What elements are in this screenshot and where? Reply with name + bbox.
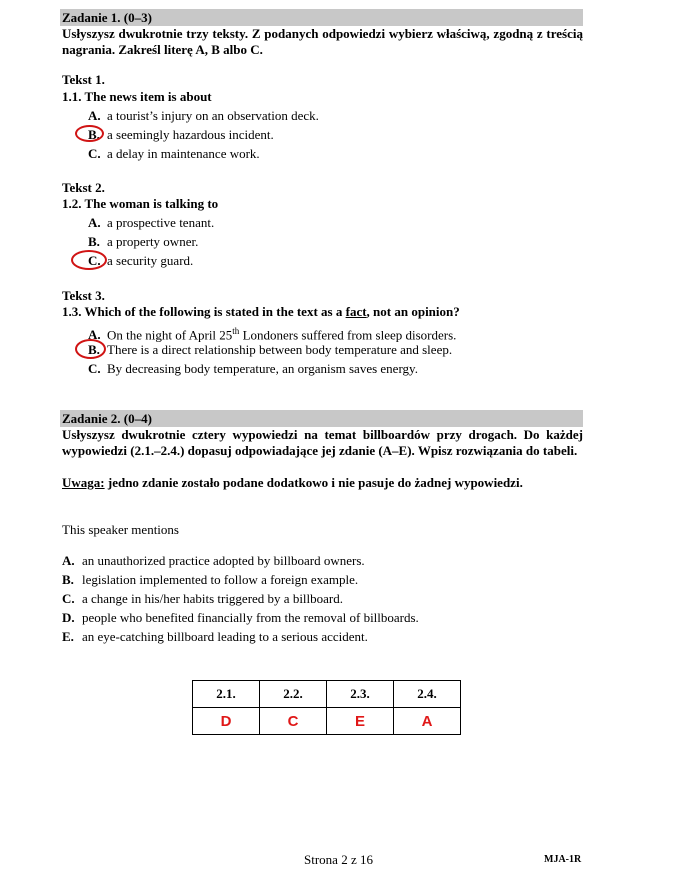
exam-code: MJA-1R	[544, 854, 582, 865]
option-letter: C.	[88, 146, 101, 161]
statement-text: an unauthorized practice adopted by billboard owners.	[82, 553, 365, 568]
answer-table	[192, 680, 461, 735]
statement-text: a change in his/her habits triggered by a billboard.	[82, 591, 344, 606]
note-label: Uwaga:	[62, 475, 105, 490]
statement-text: legislation implemented to follow a foreign example.	[82, 572, 359, 587]
option-text: a property owner.	[107, 234, 199, 249]
option-letter: A.	[88, 108, 101, 123]
statement-c	[62, 590, 343, 608]
answer-table-answer-row	[193, 708, 461, 735]
option-1-1-b[interactable]	[88, 126, 274, 144]
note-text: jedno zdanie zostało podane dodatkowo i nie pasuje do żadnej wypowiedzi.	[104, 475, 523, 490]
option-letter: A.	[88, 215, 101, 230]
option-text: a security guard.	[107, 253, 194, 268]
task1-title: Zadanie 1. (0–3)	[60, 9, 583, 26]
option-letter: A.	[88, 327, 101, 343]
option-text: a prospective tenant.	[107, 215, 215, 230]
statement-letter: A.	[62, 553, 75, 568]
task1-instruction: Usłyszysz dwukrotnie trzy teksty. Z podanych odpowiedzi wybierz właściwą, zgodną z treścią nagrania. Zakreśl literę A, B albo C.	[62, 26, 583, 57]
task2-note	[62, 475, 583, 491]
statement-letter: D.	[62, 610, 75, 625]
answer-circle-1-2	[71, 250, 107, 270]
option-1-2-b[interactable]	[88, 233, 198, 251]
answer-circle-1-3	[75, 339, 106, 359]
option-text: On the night of April 25	[107, 327, 233, 343]
statement-d	[62, 609, 419, 627]
statement-b	[62, 571, 358, 589]
option-1-1-a[interactable]	[88, 107, 319, 125]
option-1-2-a[interactable]	[88, 214, 214, 232]
answer-cell-2-2[interactable]: C	[260, 708, 327, 735]
statement-e	[62, 628, 368, 646]
question-text-end: , not an opinion?	[366, 304, 460, 319]
answer-cell-2-1[interactable]: D	[193, 708, 260, 735]
statement-letter: C.	[62, 591, 75, 606]
answer-cell-2-3[interactable]: E	[327, 708, 394, 735]
statement-letter: E.	[62, 629, 74, 644]
question-text: 1.3. Which of the following is stated in the text as a	[62, 304, 346, 319]
option-text: There is a direct relationship between body temperature and sleep.	[107, 342, 453, 357]
answer-table-header-row	[193, 681, 461, 708]
question-1-2: 1.2. The woman is talking to	[62, 196, 219, 211]
answer-table-header: 2.3.	[327, 681, 394, 708]
question-underlined-word: fact	[345, 304, 367, 319]
option-letter: B.	[88, 127, 100, 142]
option-text: a tourist’s injury on an observation deck.	[107, 108, 319, 123]
question-1-3	[62, 303, 460, 321]
option-text: a delay in maintenance work.	[107, 146, 260, 161]
option-letter: C.	[88, 361, 101, 376]
option-1-1-c[interactable]	[88, 145, 260, 163]
statement-text: people who benefited financially from the removal of billboards.	[82, 610, 419, 625]
task2-title: Zadanie 2. (0–4)	[60, 410, 583, 427]
task2-instruction: Usłyszysz dwukrotnie cztery wypowiedzi na temat billboardów przy drogach. Do każdej wypowiedzi (2.1.–2.4.) dopasuj odpowiadające jej zdanie (A–E). Wpisz rozwiązania do tabeli.	[62, 427, 583, 458]
answer-table-header: 2.4.	[394, 681, 461, 708]
option-1-3-c[interactable]	[88, 360, 418, 378]
task2-lead: This speaker mentions	[62, 522, 179, 537]
page-number: Strona 2 z 16	[304, 852, 373, 867]
option-1-3-b[interactable]	[88, 341, 452, 359]
statement-letter: B.	[62, 572, 74, 587]
statement-a	[62, 552, 365, 570]
statement-text: an eye-catching billboard leading to a serious accident.	[82, 629, 368, 644]
answer-cell-2-4[interactable]: A	[394, 708, 461, 735]
text3-label: Tekst 3.	[62, 288, 105, 303]
option-text: a seemingly hazardous incident.	[107, 127, 274, 142]
option-letter: B.	[88, 234, 100, 249]
answer-circle-1-1	[75, 125, 104, 142]
text1-label: Tekst 1.	[62, 72, 105, 87]
option-text-end: Londoners suffered from sleep disorders.	[239, 327, 457, 343]
answer-table-header: 2.1.	[193, 681, 260, 708]
question-1-1: 1.1. The news item is about	[62, 89, 212, 104]
option-letter: B.	[88, 342, 100, 357]
option-superscript: th	[232, 326, 240, 336]
option-text: By decreasing body temperature, an organism saves energy.	[107, 361, 418, 376]
option-letter: C.	[88, 253, 101, 268]
text2-label: Tekst 2.	[62, 180, 105, 195]
answer-table-header: 2.2.	[260, 681, 327, 708]
